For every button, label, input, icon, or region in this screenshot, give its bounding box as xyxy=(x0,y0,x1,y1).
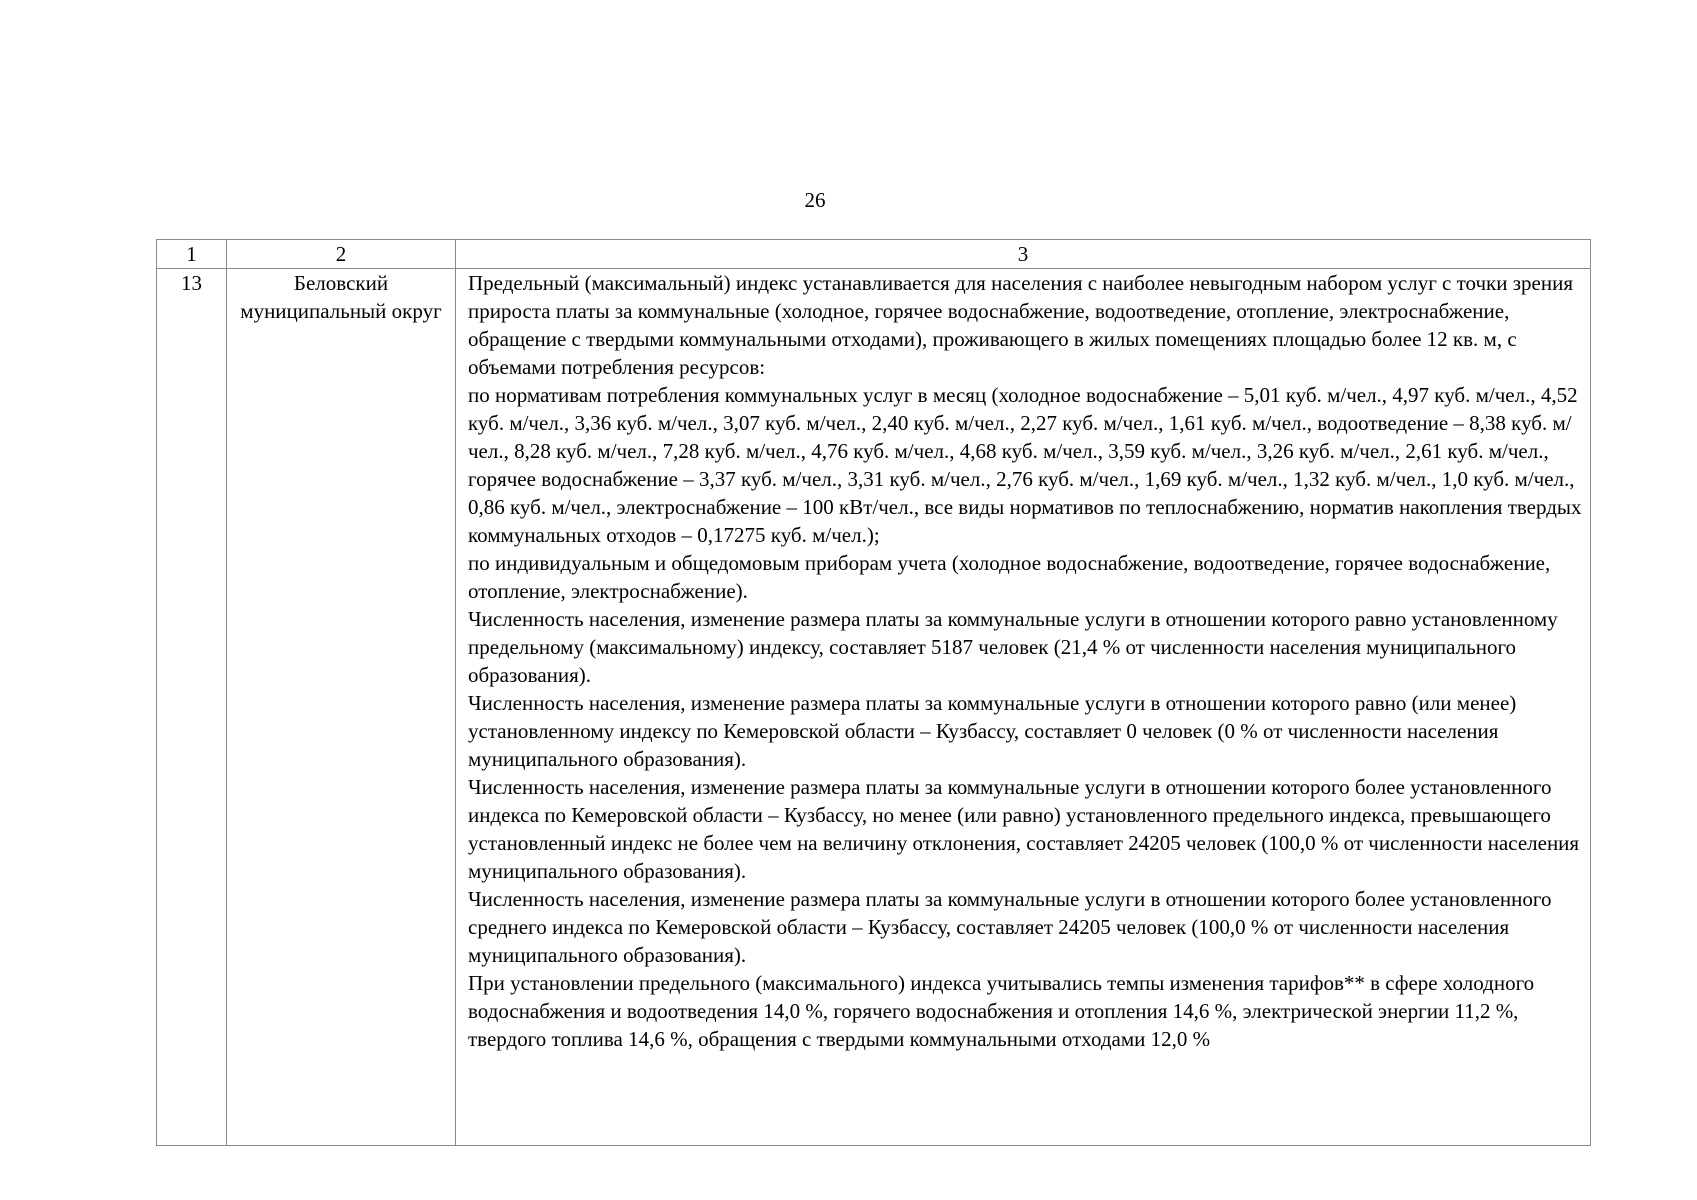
paragraph-consumption-norms: по нормативам потребления коммунальных услуг в месяц (холодное водоснабжение – 5,01 куб. м/чел., 4,97 куб. м/чел., 4,52 куб. м/чел., 3,36 куб. м/чел., 3,07 куб. м/чел., 2,40 куб. м/чел., 2,27 куб. м/чел., 1,61 куб. м/чел., водоотведение – 8,38 куб. м/чел., 8,28 куб. м/чел., 7,28 куб. м/чел., 4,76 куб. м/чел., 4,68 куб. м/чел., 3,59 куб. м/чел., 3,26 куб. м/чел., 2,61 куб. м/чел., горячее водоснабжение – 3,37 куб. м/чел., 3,31 куб. м/чел., 2,76 куб. м/чел., 1,69 куб. м/чел., 1,32 куб. м/чел., 1,0 куб. м/чел., 0,86 куб. м/чел., электроснабжение – 100 кВт/чел., все виды нормативов по теплоснабжению, норматив накопления твердых коммунальных отходов – 0,17275 куб. м/чел.); xyxy=(468,383,1582,547)
table-header-row xyxy=(157,240,1591,269)
description-cell xyxy=(456,269,1591,1146)
tariff-index-table xyxy=(156,239,1591,1146)
page-number: 26 xyxy=(804,188,826,212)
municipality-name: Беловский муниципальный округ xyxy=(227,269,456,1146)
paragraph-population-between: Численность населения, изменение размера платы за коммунальные услуги в отношении которого более установленного индекса по Кемеровской области – Кузбассу, но менее (или равно) установленного предельного индекса, превышающего установленный индекс не более чем на величину отклонения, составляет 24205 человек (100,0 % от численности населения муниципального образования). xyxy=(468,775,1580,883)
row-number: 13 xyxy=(157,269,227,1146)
column-header-3: 3 xyxy=(456,240,1591,269)
paragraph-metering-devices: по индивидуальным и общедомовым приборам учета (холодное водоснабжение, водоотведение, горячее водоснабжение, отопление, электроснабжение). xyxy=(468,551,1551,603)
paragraph-population-equal-max: Численность населения, изменение размера платы за коммунальные услуги в отношении которого равно установленному предельному (максимальному) индексу, составляет 5187 человек (21,4 % от численности населения муниципального образования). xyxy=(468,607,1558,687)
paragraph-population-above-average: Численность населения, изменение размера платы за коммунальные услуги в отношении которого более установленного среднего индекса по Кемеровской области – Кузбассу, составляет 24205 человек (100,0 % от численности населения муниципального образования). xyxy=(468,887,1552,967)
paragraph-tariff-rates: При установлении предельного (максимального) индекса учитывались темпы изменения тарифов** в сфере холодного водоснабжения и водоотведения 14,0 %, горячего водоснабжения и отопления 14,6 %, электрической энергии 11,2 %, твердого топлива 14,6 %, обращения с твердыми коммунальными отходами 12,0 % xyxy=(468,971,1535,1051)
paragraph-index-definition: Предельный (максимальный) индекс устанавливается для населения с наиболее невыгодным набором услуг с точки зрения прироста платы за коммунальные (холодное, горячее водоснабжение, водоотведение, отопление, электроснабжение, обращение с твердыми коммунальными отходами), проживающего в жилых помещениях площадью более 12 кв. м, с объемами потребления ресурсов: xyxy=(468,271,1573,379)
column-header-1: 1 xyxy=(157,240,227,269)
column-header-2: 2 xyxy=(227,240,456,269)
table-row xyxy=(157,269,1591,1146)
paragraph-population-equal-regional: Численность населения, изменение размера платы за коммунальные услуги в отношении которого равно (или менее) установленному индексу по Кемеровской области – Кузбассу, составляет 0 человек (0 % от численности населения муниципального образования). xyxy=(468,691,1517,771)
